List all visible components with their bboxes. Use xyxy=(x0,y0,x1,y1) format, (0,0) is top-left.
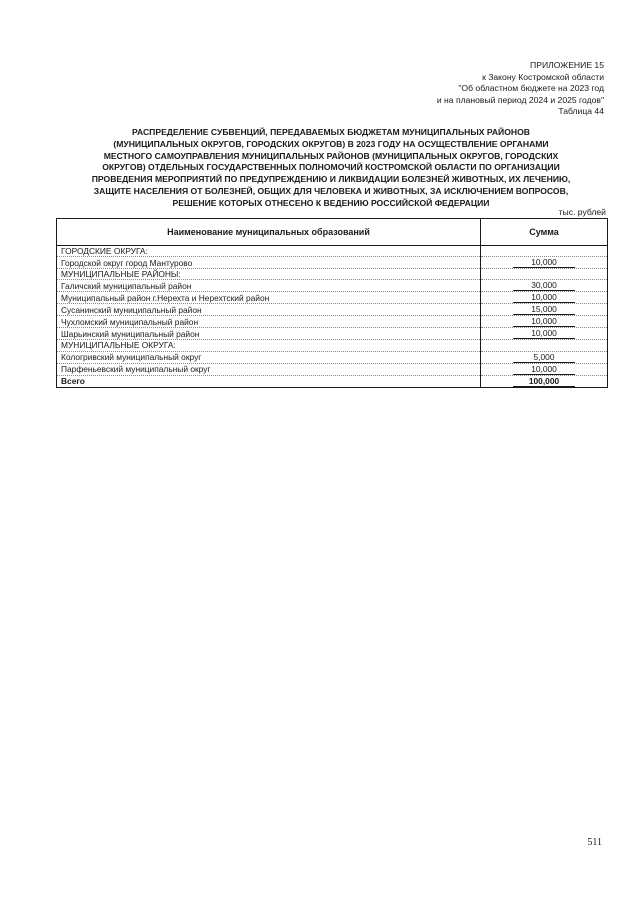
table-row xyxy=(57,257,608,269)
sum-cell xyxy=(481,363,608,375)
table-row xyxy=(57,280,608,292)
sum-value: 10,000 xyxy=(513,329,575,339)
group-header-row xyxy=(57,246,608,257)
column-header-name: Наименование муниципальных образований xyxy=(57,219,481,246)
sum-value: 10,000 xyxy=(513,293,575,303)
subsidy-table xyxy=(56,218,608,388)
municipality-name: Чухломский муниципальный район xyxy=(57,316,481,328)
table-row xyxy=(57,363,608,375)
appendix-line: к Закону Костромской области xyxy=(482,71,604,82)
total-row xyxy=(57,375,608,387)
municipality-name: ГОРОДСКИЕ ОКРУГА: xyxy=(57,246,481,257)
appendix-header xyxy=(304,60,604,118)
sum-cell xyxy=(481,316,608,328)
municipality-name: Кологривский муниципальный округ xyxy=(57,351,481,363)
municipality-name: Всего xyxy=(57,375,481,387)
municipality-name: Муниципальный район г.Нерехта и Нерехтский район xyxy=(57,292,481,304)
sum-cell xyxy=(481,375,608,387)
sum-cell xyxy=(481,280,608,292)
table-row xyxy=(57,292,608,304)
municipality-name: Шарьинский муниципальный район xyxy=(57,328,481,340)
appendix-line: и на плановый период 2024 и 2025 годов" xyxy=(436,94,604,105)
title-line: ЗАЩИТЕ НАСЕЛЕНИЯ ОТ БОЛЕЗНЕЙ, ОБЩИХ ДЛЯ ЧЕЛОВЕКА И ЖИВОТНЫХ, ЗА ИСКЛЮЧЕНИЕМ ВОПРОСОВ, xyxy=(93,185,569,196)
title-line: (МУНИЦИПАЛЬНЫХ ОКРУГОВ, ГОРОДСКИХ ОКРУГОВ) В 2023 ГОДУ НА ОСУЩЕСТВЛЕНИЕ ОРГАНАМИ xyxy=(113,138,549,149)
group-header-row xyxy=(57,269,608,280)
municipality-name: МУНИЦИПАЛЬНЫЕ РАЙОНЫ: xyxy=(57,269,481,280)
table-row xyxy=(57,328,608,340)
table-row xyxy=(57,304,608,316)
sum-cell xyxy=(481,304,608,316)
municipality-name: Сусанинский муниципальный район xyxy=(57,304,481,316)
municipality-name: Галичский муниципальный район xyxy=(57,280,481,292)
sum-cell xyxy=(481,269,608,280)
sum-cell xyxy=(481,292,608,304)
sum-cell xyxy=(481,351,608,363)
sum-value: 10,000 xyxy=(513,317,575,327)
sum-cell xyxy=(481,340,608,351)
sum-value: 15,000 xyxy=(513,305,575,315)
municipality-name: МУНИЦИПАЛЬНЫЕ ОКРУГА: xyxy=(57,340,481,351)
units-label: тыс. рублей xyxy=(558,207,606,217)
page-number: 511 xyxy=(587,837,602,848)
document-title xyxy=(56,127,606,210)
table-row xyxy=(57,351,608,363)
table-body xyxy=(57,246,608,388)
sum-value: 10,000 xyxy=(513,365,575,375)
title-line: РАСПРЕДЕЛЕНИЕ СУБВЕНЦИЙ, ПЕРЕДАВАЕМЫХ БЮДЖЕТАМ МУНИЦИПАЛЬНЫХ РАЙОНОВ xyxy=(131,127,531,137)
group-header-row xyxy=(57,340,608,351)
table-row xyxy=(57,316,608,328)
column-header-sum: Сумма xyxy=(481,219,608,246)
municipality-name: Парфеньевский муниципальный округ xyxy=(57,363,481,375)
sum-value: 10,000 xyxy=(513,258,575,268)
title-line: ОКРУГОВ) ОТДЕЛЬНЫХ ГОСУДАРСТВЕННЫХ ПОЛНОМОЧИЙ КОСТРОМСКОЙ ОБЛАСТИ ПО ОРГАНИЗАЦИИ xyxy=(102,162,560,173)
appendix-line: Таблица 44 xyxy=(558,106,604,116)
sum-value: 100,000 xyxy=(513,377,575,387)
title-line: ПРОВЕДЕНИЯ МЕРОПРИЯТИЙ ПО ПРЕДУПРЕЖДЕНИЮ И ЛИКВИДАЦИИ БОЛЕЗНЕЙ ЖИВОТНЫХ, ИХ ЛЕЧЕНИЮ, xyxy=(91,174,571,185)
sum-value: 30,000 xyxy=(513,281,575,291)
appendix-line: "Об областном бюджете на 2023 год xyxy=(458,83,604,93)
table-header-row xyxy=(57,219,608,246)
municipality-name: Городской округ город Мантурово xyxy=(57,257,481,269)
title-line: РЕШЕНИЕ КОТОРЫХ ОТНЕСЕНО К ВЕДЕНИЮ РОССИЙСКОЙ ФЕДЕРАЦИИ xyxy=(172,197,490,208)
sum-cell xyxy=(481,246,608,257)
appendix-line: ПРИЛОЖЕНИЕ 15 xyxy=(530,60,604,70)
sum-cell xyxy=(481,257,608,269)
sum-value: 5,000 xyxy=(513,353,575,363)
title-line: МЕСТНОГО САМОУПРАВЛЕНИЯ МУНИЦИПАЛЬНЫХ РАЙОНОВ (МУНИЦИПАЛЬНЫХ ОКРУГОВ, ГОРОДСКИХ xyxy=(103,150,559,161)
sum-cell xyxy=(481,328,608,340)
